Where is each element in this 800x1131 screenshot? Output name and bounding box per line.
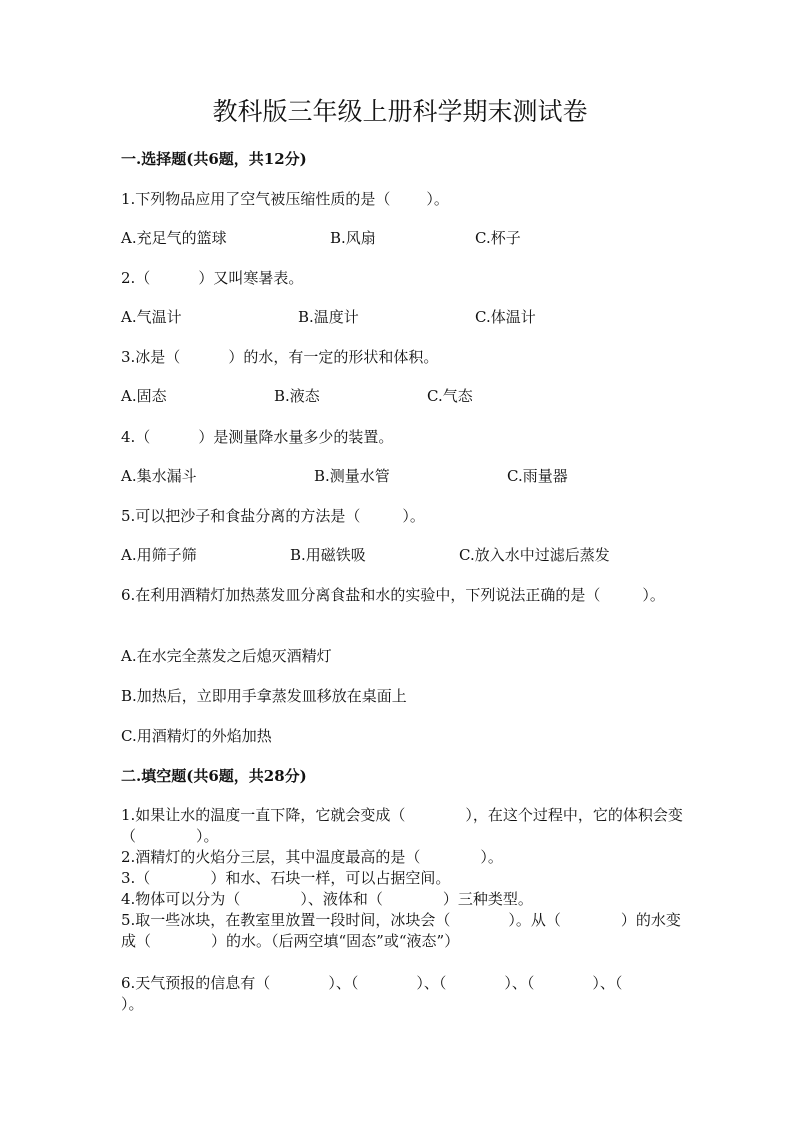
question-text: ）和水、石块一样，可以占据空间。 [210, 869, 451, 887]
fill-question-5 [121, 910, 693, 952]
section-heading-choice: 一.选择题(共6题，共12分) [121, 150, 307, 168]
question-text: ）三种类型。 [442, 890, 533, 908]
question-text: ）的水。（后两空填“固态”或“液态”） [211, 932, 460, 950]
question-5 [121, 506, 691, 526]
option-c[interactable]: C.用酒精灯的外焰加热 [121, 727, 272, 745]
fill-question-3 [121, 868, 693, 889]
question-text: ）、（ [328, 974, 359, 992]
option-c[interactable]: C.杯子 [475, 229, 521, 247]
section-heading-fill-in: 二.填空题(共6题，共28分) [121, 767, 307, 785]
option-b[interactable]: B.温度计 [298, 308, 359, 326]
option-c[interactable]: C.放入水中过滤后蒸发 [459, 546, 610, 564]
option-b[interactable]: B.测量水管 [314, 467, 390, 485]
question-text: 6.在利用酒精灯加热蒸发皿分离食盐和水的实验中，下列说法正确的是（ [121, 586, 601, 604]
option-c[interactable]: C.体温计 [475, 308, 536, 326]
option-a[interactable]: A.在水完全蒸发之后熄灭酒精灯 [121, 647, 332, 665]
question-text: ）、（ [504, 974, 535, 992]
question-text: ）是测量降水量多少的装置。 [198, 428, 394, 446]
fill-question-4 [121, 889, 693, 910]
option-c[interactable]: C.气态 [427, 387, 473, 405]
question-text: ）的水，有一定的形状和体积。 [228, 348, 439, 366]
page-title: 教科版三年级上册科学期末测试卷 [212, 97, 588, 126]
option-a[interactable]: A.气温计 [121, 308, 182, 326]
option-a[interactable]: A.用筛子筛 [121, 546, 197, 564]
question-text: ）、（ [416, 974, 447, 992]
question-4 [121, 427, 691, 447]
question-text: 2.酒精灯的火焰分三层，其中温度最高的是（ [121, 848, 421, 866]
option-a[interactable]: A.充足气的篮球 [121, 229, 227, 247]
question-text: ）、（ [592, 974, 623, 992]
fill-question-6 [121, 973, 693, 1015]
option-c[interactable]: C.雨量器 [507, 467, 568, 485]
question-text: ）。 [426, 190, 449, 208]
option-b[interactable]: B.风扇 [330, 229, 376, 247]
question-text: 4.物体可以分为（ [121, 890, 241, 908]
question-2 [121, 268, 691, 288]
question-text: 3.冰是（ [121, 348, 181, 366]
question-3 [121, 347, 691, 367]
question-text: ）又叫寒暑表。 [198, 269, 304, 287]
option-b[interactable]: B.液态 [274, 387, 320, 405]
question-6 [121, 585, 691, 605]
question-text: 1.下列物品应用了空气被压缩性质的是（ [121, 190, 391, 208]
question-text: ）。从（ [508, 911, 561, 929]
question-text: 5.可以把沙子和食盐分离的方法是（ [121, 507, 361, 525]
question-text: ）的水变成（ [121, 911, 681, 950]
option-a[interactable]: A.集水漏斗 [121, 467, 197, 485]
question-text: 6.天气预报的信息有（ [121, 974, 271, 992]
question-1 [121, 189, 691, 209]
question-text: ）。 [642, 586, 665, 604]
question-text: ）。 [402, 507, 425, 525]
question-text: ）。 [196, 827, 219, 845]
question-text: 5.取一些冰块，在教室里放置一段时间，冰块会（ [121, 911, 451, 929]
fill-question-1 [121, 805, 693, 847]
question-text: ）。 [480, 848, 503, 866]
question-text: 4.（ [121, 428, 151, 446]
fill-question-2 [121, 847, 693, 868]
question-text: 1.如果让水的温度一直下降，它就会变成（ [121, 806, 406, 824]
option-b[interactable]: B.加热后，立即用手拿蒸发皿移放在桌面上 [121, 687, 407, 705]
question-text: ），在这个过程中，它的体积会变（ [121, 806, 683, 845]
question-text: ）。 [121, 995, 144, 1013]
option-a[interactable]: A.固态 [121, 387, 167, 405]
question-text: ）、液体和（ [300, 890, 383, 908]
question-text: 3.（ [121, 869, 151, 887]
option-b[interactable]: B.用磁铁吸 [290, 546, 366, 564]
question-text: 2.（ [121, 269, 151, 287]
